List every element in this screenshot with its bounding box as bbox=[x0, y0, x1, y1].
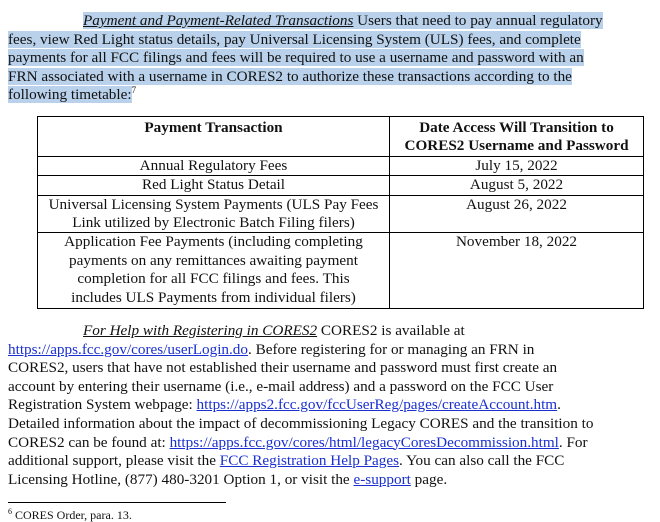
help-line-5 bbox=[8, 396, 646, 415]
create-account-link[interactable]: https://apps2.fcc.gov/fccUserReg/pages/createAccount.htm bbox=[196, 396, 558, 414]
transaction-cell bbox=[38, 156, 390, 175]
payment-line-1 bbox=[8, 12, 646, 31]
help-line-7-text: CORES2 can be found at: bbox=[8, 433, 170, 451]
date-cell: August 5, 2022 bbox=[390, 176, 644, 195]
payment-timetable bbox=[37, 116, 644, 309]
table-row bbox=[38, 156, 644, 175]
header-payment-transaction: Payment Transaction bbox=[38, 117, 390, 157]
help-line-1 bbox=[8, 322, 646, 341]
help-line-8-text: additional support, please visit the bbox=[8, 452, 220, 470]
help-line-6: Detailed information about the impact of decommissioning Legacy CORES and the transition to bbox=[8, 414, 594, 432]
transaction-text: Universal Licensing System Payments (ULS Pay Fees bbox=[48, 195, 379, 213]
payment-heading: Payment and Payment-Related Transactions bbox=[83, 12, 354, 29]
help-heading: For Help with Registering in CORES2 bbox=[83, 322, 318, 339]
header-date-line-2: CORES2 Username and Password bbox=[404, 137, 629, 155]
transaction-cell bbox=[38, 176, 390, 195]
payment-line-4 bbox=[8, 68, 646, 87]
payment-line-3-text: payments for all FCC filings and fees will be required to use a username and password with an bbox=[8, 49, 584, 67]
payment-paragraph bbox=[8, 12, 646, 105]
header-date-line-1: Date Access Will Transition to bbox=[419, 119, 614, 136]
footnote-divider bbox=[8, 502, 226, 503]
registration-help-link[interactable]: FCC Registration Help Pages bbox=[219, 452, 400, 470]
help-line-9-text: Licensing Hotline, (877) 480-3201 Option 1, or visit the bbox=[8, 470, 354, 488]
transaction-text: Annual Regulatory Fees bbox=[139, 156, 288, 174]
payment-line-1-text: Users that need to pay annual regulatory bbox=[353, 12, 603, 29]
header-date-access bbox=[390, 117, 644, 157]
help-line-3: CORES2, users that have not established their username and password must first create an bbox=[8, 359, 558, 377]
transaction-text: Link utilized by Electronic Batch Filing filers) bbox=[72, 214, 355, 232]
table-header-row bbox=[38, 117, 644, 157]
footnote-text: CORES Order, para. 13. bbox=[12, 508, 132, 522]
legacy-cores-link[interactable]: https://apps.fcc.gov/cores/html/legacyCoresDecommission.html bbox=[169, 433, 559, 451]
transaction-text: payments on any remittances awaiting payment bbox=[69, 251, 358, 269]
transaction-text: Application Fee Payments (including completing bbox=[64, 233, 363, 251]
date-cell: November 18, 2022 bbox=[390, 233, 644, 309]
help-line-7-suffix: . For bbox=[558, 433, 588, 451]
help-line-2-text: . Before registering for or managing an FRN in bbox=[248, 340, 535, 358]
payment-line-3 bbox=[8, 49, 646, 68]
transaction-cell bbox=[38, 195, 390, 233]
cores-login-link[interactable]: https://apps.fcc.gov/cores/userLogin.do bbox=[8, 340, 248, 358]
footnote-ref-7[interactable]: 7 bbox=[131, 85, 137, 96]
transaction-text: Red Light Status Detail bbox=[142, 176, 285, 194]
payment-line-2-text: fees, view Red Light status details, pay Universal Licensing System (ULS) fees, and complete bbox=[8, 30, 581, 48]
transaction-cell bbox=[38, 233, 390, 309]
date-cell: July 15, 2022 bbox=[390, 156, 644, 175]
help-line-1-text: CORES2 is available at bbox=[317, 322, 465, 339]
help-line-5-suffix: . bbox=[557, 396, 561, 414]
transaction-text: completion for all FCC filings and fees. This bbox=[77, 270, 350, 288]
help-line-8-suffix: . You can also call the FCC bbox=[399, 452, 565, 470]
help-line-2 bbox=[8, 341, 646, 360]
payment-line-5-text: following timetable: bbox=[8, 86, 132, 104]
payment-line-2 bbox=[8, 31, 646, 50]
table-row bbox=[38, 233, 644, 309]
date-cell: August 26, 2022 bbox=[390, 195, 644, 233]
table-row bbox=[38, 195, 644, 233]
help-line-8 bbox=[8, 452, 646, 471]
help-line-4: account by entering their username (i.e., e-mail address) and a password on the FCC User bbox=[8, 377, 554, 395]
help-line-9-suffix: page. bbox=[410, 470, 448, 488]
help-paragraph bbox=[8, 322, 646, 489]
footnote-number: 6 bbox=[8, 507, 12, 516]
e-support-link[interactable]: e-support bbox=[353, 470, 411, 488]
payment-line-4-text: FRN associated with a username in CORES2 to authorize these transactions according to the bbox=[8, 67, 572, 85]
table-row bbox=[38, 176, 644, 195]
payment-line-5 bbox=[8, 86, 646, 105]
help-line-5-text: Registration System webpage: bbox=[8, 396, 197, 414]
transaction-text: includes ULS Payments from individual filers) bbox=[71, 288, 356, 306]
help-line-9 bbox=[8, 471, 646, 490]
help-line-7 bbox=[8, 434, 646, 453]
